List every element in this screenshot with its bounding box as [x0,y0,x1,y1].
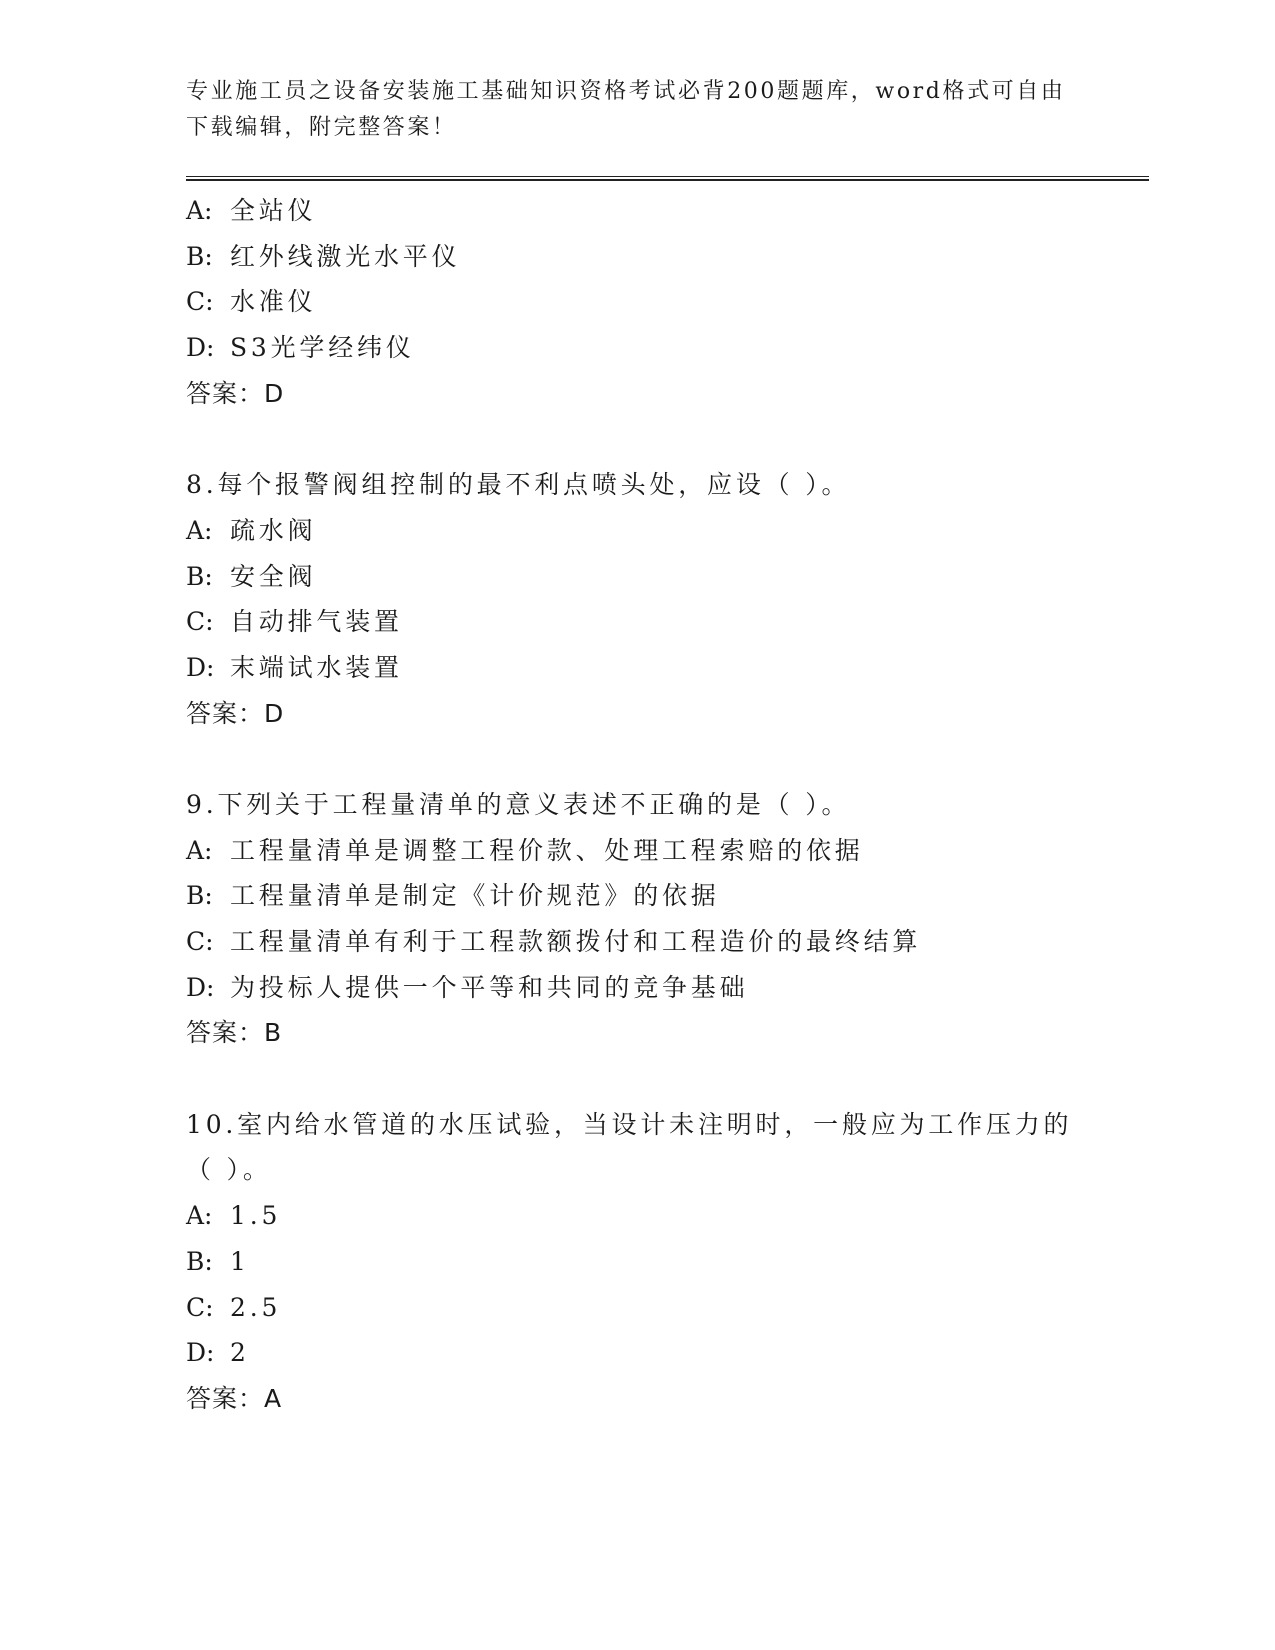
document-header: 专业施工员之设备安装施工基础知识资格考试必背200题题库，word格式可自由下载编辑，附完整答案！ [186,79,1066,140]
option-c: C: 水准仪 [186,287,317,317]
option-b: B: 红外线激光水平仪 [186,241,461,271]
question-text: 9.下列关于工程量清单的意义表述不正确的是（ ）。 [186,789,851,819]
header-divider-thick [186,179,1149,181]
question-9-block [186,782,1126,1056]
option-a: A: 疏水阀 [186,515,317,545]
option-d: D: 为投标人提供一个平等和共同的竞争基础 [186,972,749,1002]
question-10-block [186,1102,1126,1422]
question-text: 10.室内给水管道的水压试验，当设计未注明时，一般应为工作压力的（ ）。 [186,1109,1073,1185]
option-a: A: 全站仪 [186,196,317,225]
option-d: D: 末端试水装置 [186,652,403,682]
answer-line: 答案：B [186,1018,283,1048]
option-c: C: 2.5 [186,1292,282,1322]
option-c: C: 自动排气装置 [186,607,403,637]
option-a: A: 工程量清单是调整工程价款、处理工程索赔的依据 [186,835,864,865]
question-text: 8.每个报警阀组控制的最不利点喷头处，应设（ ）。 [186,470,851,500]
question-content [186,188,1126,1422]
spacer [186,416,1126,462]
answer-line: 答案：D [186,698,285,728]
option-b: B: 安全阀 [186,561,317,591]
question-8-block [186,462,1126,736]
option-b: B: 1 [186,1246,250,1276]
option-b: B: 工程量清单是制定《计价规范》的依据 [186,881,720,911]
spacer [186,1056,1126,1102]
option-d: D: S3光学经纬仪 [186,333,415,363]
option-d: D: 2 [186,1338,250,1368]
option-a: A: 1.5 [186,1201,282,1231]
answer-line: 答案：D [186,378,285,408]
header-divider-thin [186,176,1149,177]
answer-line: 答案：A [186,1383,283,1413]
spacer [186,736,1126,782]
question-7-block [186,188,1126,416]
option-c: C: 工程量清单有利于工程款额拨付和工程造价的最终结算 [186,927,922,956]
